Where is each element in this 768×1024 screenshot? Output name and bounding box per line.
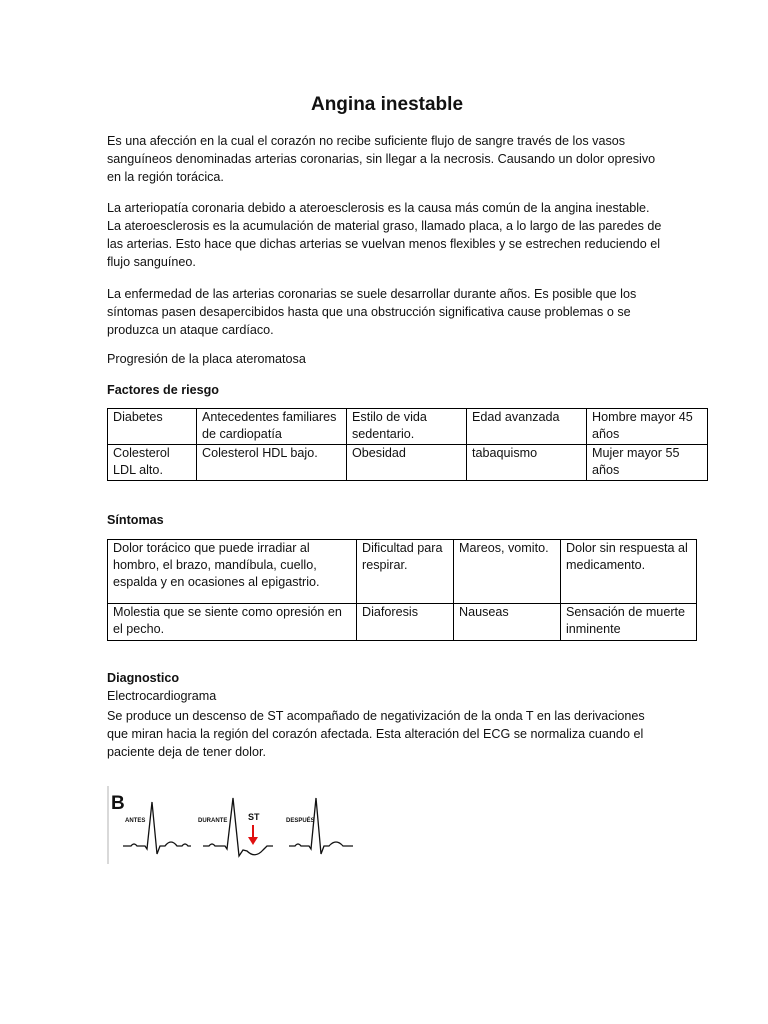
- table-cell: Antecedentes familiares de cardiopatía: [197, 409, 347, 445]
- st-depression-arrow: [248, 825, 258, 845]
- st-label: ST: [248, 812, 260, 822]
- ecg-trace-during: [203, 798, 273, 856]
- page-title: Angina inestable: [310, 94, 464, 115]
- table-cell: Dificultad para respirar.: [357, 540, 454, 604]
- cause-paragraph: La arteriopatía coronaria debido a ateroesclerosis es la causa más común de la angina inestable. La ateroesclerosis es la acumulación de material graso, llamado placa, a lo largo de las paredes de las arterias. Esto hace que dichas arterias se vuelvan menos flexibles y se estrechen reduciendo el flujo sanguíneo.: [107, 201, 662, 269]
- ecg-trace-before: [123, 802, 191, 854]
- diagnosis-paragraph: Se produce un descenso de ST acompañado de negativización de la onda T en las derivaciones que miran hacia la región del corazón afectada. Esta alteración del ECG se normaliza cuando el paciente deja de tener dolor.: [107, 709, 645, 759]
- risk-factors-table: [107, 408, 708, 481]
- table-cell: Colesterol LDL alto.: [108, 445, 197, 481]
- table-cell: Molestia que se siente como opresión en el pecho.: [108, 604, 357, 641]
- intro-paragraph: Es una afección en la cual el corazón no recibe suficiente flujo de sangre través de los vasos sanguíneos denominadas arterias coronarias, sin llegar a la necrosis. Causando un dolor opresivo en la región torácica.: [107, 134, 656, 184]
- progression-paragraph: La enfermedad de las arterias coronarias se suele desarrollar durante años. Es posible que los síntomas pasen desapercibidos hasta que una obstrucción significativa cause problemas o se produzca un ataque cardíaco.: [107, 287, 637, 337]
- table-row: [108, 604, 697, 641]
- table-cell: Obesidad: [347, 445, 467, 481]
- table-row: [108, 540, 697, 604]
- table-cell: Diaforesis: [357, 604, 454, 641]
- table-cell: Edad avanzada: [467, 409, 587, 445]
- risk-factors-heading: Factores de riesgo: [107, 383, 219, 397]
- table-cell: Dolor torácico que puede irradiar al hombro, el brazo, mandíbula, cuello, espalda y en ocasiones al epigastrio.: [108, 540, 357, 604]
- table-cell: Mareos, vomito.: [454, 540, 561, 604]
- before-label: ANTES: [125, 818, 146, 824]
- ecg-figure: [107, 784, 359, 866]
- symptoms-heading: Síntomas: [107, 513, 164, 527]
- after-label: DESPUÉS: [286, 818, 315, 824]
- table-cell: Hombre mayor 45 años: [587, 409, 708, 445]
- ecg-trace-after: [289, 798, 353, 854]
- table-cell: Colesterol HDL bajo.: [197, 445, 347, 481]
- diagnosis-heading: Diagnostico: [107, 671, 180, 685]
- plaque-caption: Progresión de la placa ateromatosa: [107, 352, 306, 366]
- table-row: [108, 445, 708, 481]
- table-cell: Nauseas: [454, 604, 561, 641]
- diagnosis-subheading: Electrocardiograma: [107, 689, 217, 703]
- symptoms-table: [107, 539, 697, 641]
- table-cell: Estilo de vida sedentario.: [347, 409, 467, 445]
- during-label: DURANTE: [198, 818, 228, 824]
- table-cell: tabaquismo: [467, 445, 587, 481]
- table-cell: Dolor sin respuesta al medicamento.: [561, 540, 697, 604]
- table-cell: Diabetes: [108, 409, 197, 445]
- figure-letter: B: [111, 793, 125, 814]
- table-row: [108, 409, 708, 445]
- table-cell: Mujer mayor 55 años: [587, 445, 708, 481]
- table-cell: Sensación de muerte inminente: [561, 604, 697, 641]
